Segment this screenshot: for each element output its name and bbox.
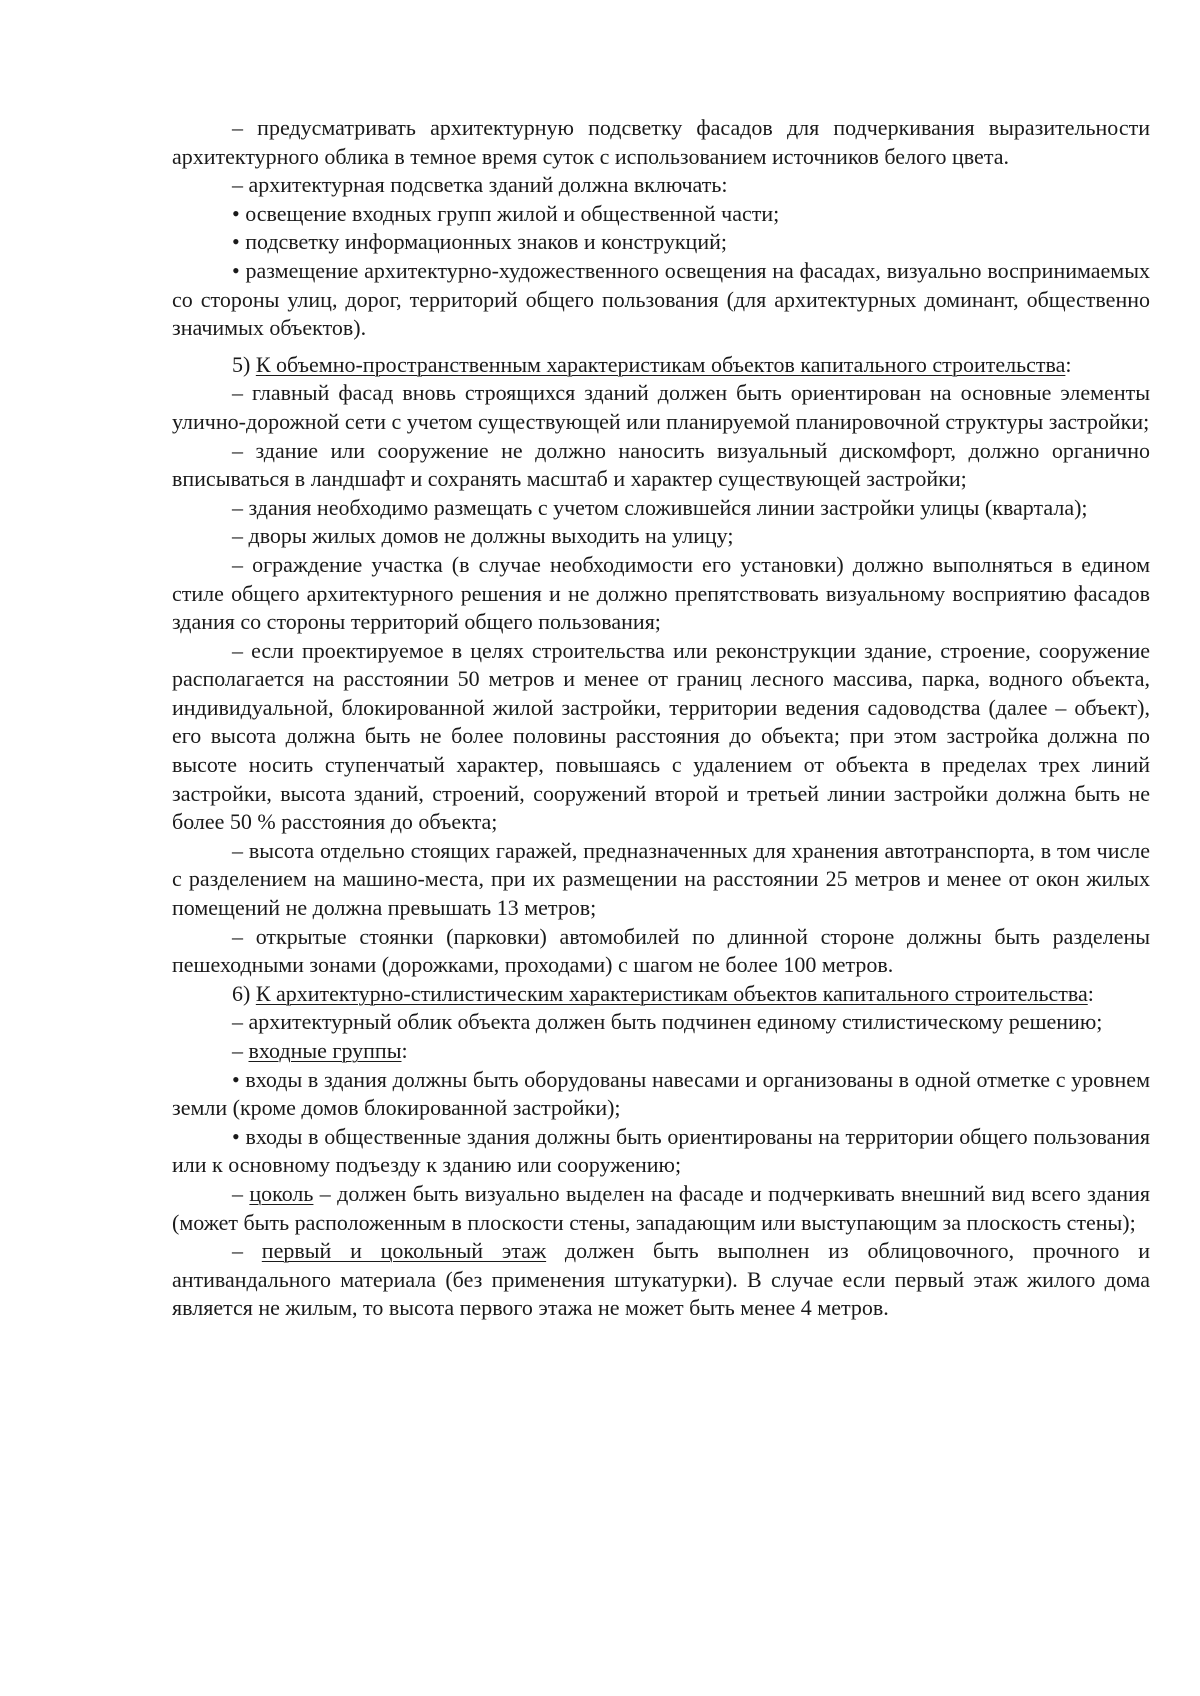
underlined-text: первый и цокольный этаж — [261, 1238, 547, 1264]
paragraph — [172, 837, 1150, 923]
paragraph-text: – открытые стоянки (парковки) автомобилей по длинной стороне должны быть разделены пешеходными зонами (дорожками, проходами) с шагом не более 100 метров. — [172, 923, 1150, 978]
paragraph — [172, 980, 1150, 1009]
paragraph — [172, 1180, 1150, 1237]
paragraph — [172, 551, 1150, 637]
paragraph — [172, 1037, 1150, 1066]
paragraph-text: : — [1087, 980, 1094, 1006]
underlined-text: К объемно-пространственным характеристикам объектов капитального строительства — [255, 351, 1066, 377]
paragraph — [172, 637, 1150, 837]
paragraph-text: – архитектурный облик объекта должен быть подчинен единому стилистическому решению; — [232, 1009, 1103, 1035]
paragraph — [172, 228, 1150, 257]
paragraph-text: • освещение входных групп жилой и общественной части; — [232, 200, 780, 226]
paragraph-text: 5) — [232, 351, 256, 377]
paragraph-text: • входы в здания должны быть оборудованы навесами и организованы в одной отметке с уровнем земли (кроме домов блокированной застройки); — [172, 1066, 1150, 1121]
paragraph — [172, 494, 1150, 523]
paragraph-text: – — [232, 1038, 249, 1063]
paragraph-text: : — [401, 1038, 408, 1063]
document-page — [172, 114, 1150, 1323]
paragraph-text: • подсветку информационных знаков и конструкций; — [232, 229, 727, 255]
paragraph-text: – если проектируемое в целях строительства или реконструкции здание, строение, сооружение располагается на расстоянии 50 метров и менее от границ лесного массива, парка, водного объекта, индивидуальной, блокированной жилой застройки, территории ведения садоводства (далее – объект), его высота должна быть не более половины расстояния до объекта; при этом застройка должна по высоте носить ступенчатый характер, повышаясь с удалением от объекта в пределах трех линий застройки, высота зданий, строений, сооружений второй и третьей линии застройки должна быть не более 50 % расстояния до объекта; — [172, 637, 1150, 835]
paragraph-text: : — [1065, 351, 1072, 377]
paragraph — [172, 114, 1150, 171]
paragraph-text: – высота отдельно стоящих гаражей, предназначенных для хранения автотранспорта, в том числе с разделением на машино-места, при их размещении на расстоянии 25 метров и менее от окон жилых помещений не должна превышать 13 метров; — [172, 837, 1150, 921]
paragraph-text: – — [232, 1180, 250, 1206]
paragraph — [172, 437, 1150, 494]
paragraph-text: • размещение архитектурно-художественного освещения на фасадах, визуально воспринимаемых со стороны улиц, дорог, территорий общего пользования (для архитектурных доминант, общественно значимых объектов). — [172, 257, 1150, 341]
paragraph-text: – здания необходимо размещать с учетом сложившейся линии застройки улицы (квартала); — [232, 494, 1088, 520]
paragraph-text: должен быть выполнен из облицовочного, прочного и антивандального материала (без применения штукатурки). В случае если первый этаж жилого дома является не жилым, то высота первого этажа не может быть менее 4 метров. — [172, 1238, 1150, 1321]
paragraph-text: – главный фасад вновь строящихся зданий должен быть ориентирован на основные элементы улично-дорожной сети с учетом существующей или планируемой планировочной структуры застройки; — [172, 380, 1150, 434]
paragraph-text: – ограждение участка (в случае необходимости его установки) должно выполняться в едином стиле общего архитектурного решения и не должно препятствовать визуальному восприятию фасадов здания со стороны территорий общего пользования; — [172, 551, 1150, 635]
paragraph — [172, 200, 1150, 229]
paragraph — [172, 379, 1150, 436]
paragraph — [172, 351, 1150, 380]
underlined-text: входные группы — [248, 1038, 402, 1063]
paragraph-text: – — [232, 1238, 262, 1264]
paragraph — [172, 171, 1150, 200]
paragraph-text: • входы в общественные здания должны быть ориентированы на территории общего пользования или к основному подъезду к зданию или сооружению; — [172, 1123, 1150, 1178]
underlined-text: К архитектурно-стилистическим характеристикам объектов капитального строительства — [255, 980, 1088, 1006]
paragraph-text: 6) — [232, 980, 256, 1006]
paragraph-text: – должен быть визуально выделен на фасаде и подчеркивать внешний вид всего здания (может быть расположенным в плоскости стены, западающим или выступающим за плоскость стены); — [172, 1180, 1151, 1235]
paragraph-text: – предусматривать архитектурную подсветку фасадов для подчеркивания выразительности архитектурного облика в темное время суток с использованием источников белого цвета. — [172, 115, 1150, 169]
paragraph — [172, 1123, 1150, 1180]
underlined-text: цоколь — [249, 1180, 314, 1206]
paragraph — [172, 1066, 1150, 1123]
paragraph — [172, 1008, 1150, 1037]
paragraph-text: – дворы жилых домов не должны выходить на улицу; — [232, 523, 734, 549]
paragraph — [172, 923, 1150, 980]
paragraph — [172, 522, 1150, 551]
paragraph — [172, 257, 1150, 343]
paragraph-text: – архитектурная подсветка зданий должна включать: — [232, 172, 728, 198]
paragraph — [172, 1237, 1150, 1323]
paragraph-text: – здание или сооружение не должно наносить визуальный дискомфорт, должно органично вписываться в ландшафт и сохранять масштаб и характер существующей застройки; — [172, 437, 1150, 492]
